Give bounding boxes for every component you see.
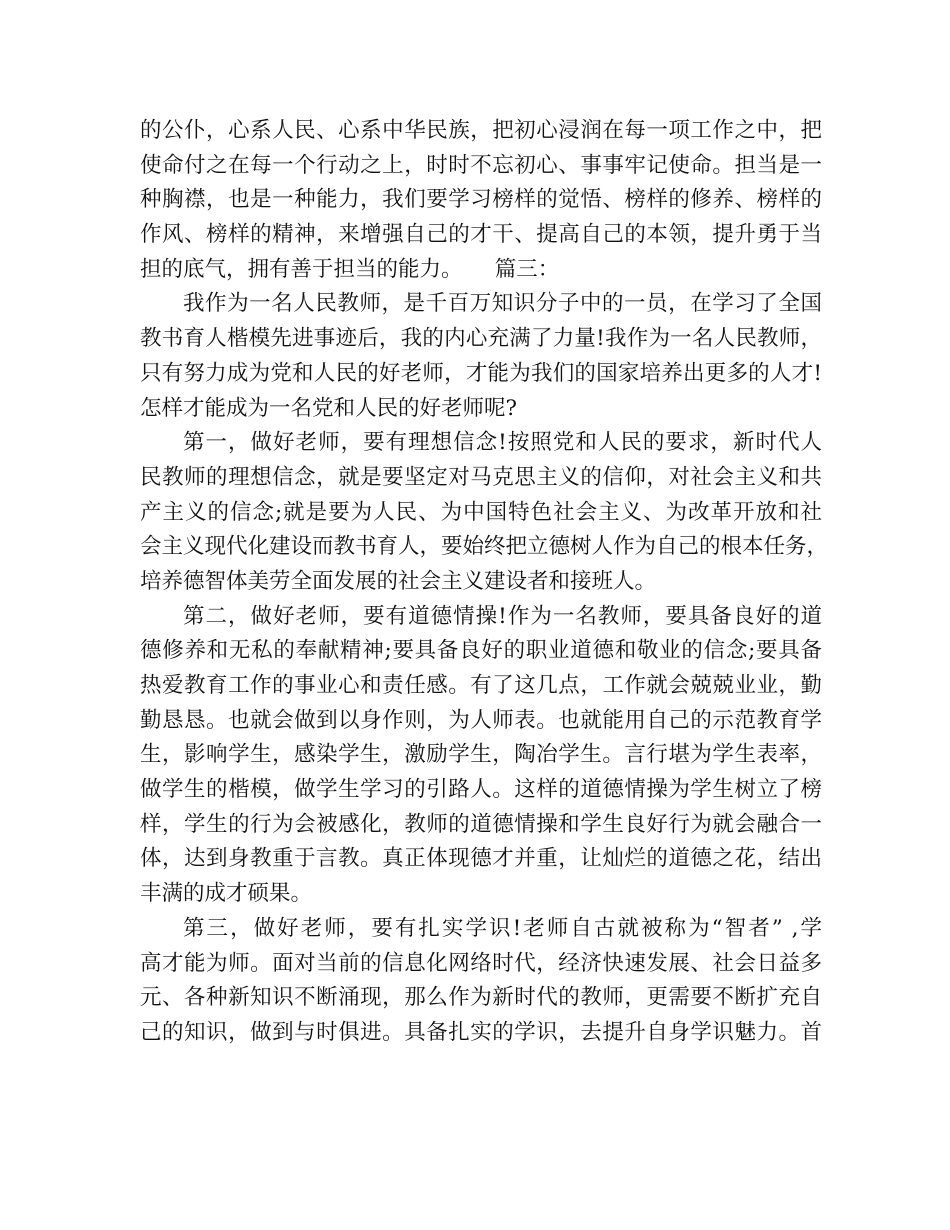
text-line: 担的底气，拥有善于担当的能力。 篇三：	[140, 256, 560, 282]
text-line: 只有努力成为党和人民的好老师，才能为我们的国家培养出更多的人才!	[140, 360, 822, 386]
paragraph-1	[140, 114, 822, 287]
text-line: 第三，做好老师，要有扎实学识!老师自古就被称为“智者” ,学	[183, 915, 822, 941]
text-line: 教书育人楷模先进事迹后，我的内心充满了力量!我作为一名人民教师，	[140, 326, 822, 352]
text-line: 元、各种新知识不断涌现，那么作为新时代的教师，更需要不断扩充自	[140, 985, 822, 1011]
text-line: 勤恳恳。也就会做到以身作则，为人师表。也就能用自己的示范教育学	[140, 707, 822, 733]
text-line: 种胸襟，也是一种能力，我们要学习榜样的觉悟、榜样的修养、榜样的	[140, 187, 822, 213]
paragraph-2	[140, 287, 822, 426]
text-line: 会主义现代化建设而教书育人，要始终把立德树人作为自己的根本任务，	[140, 534, 829, 560]
text-line: 热爱教育工作的事业心和责任感。有了这几点，工作就会兢兢业业，勤	[140, 673, 822, 698]
paragraph-5	[140, 912, 822, 1051]
text-line: 高才能为师。面对当前的信息化网络时代，经济快速发展、社会日益多	[140, 950, 822, 976]
text-line: 使命付之在每一个行动之上，时时不忘初心、事事牢记使命。担当是一	[140, 152, 822, 178]
text-line: 己的知识，做到与时俱进。具备扎实的学识，去提升自身学识魅力。首	[140, 1019, 822, 1045]
text-line: 做学生的楷模，做学生学习的引路人。这样的道德情操为学生树立了榜	[140, 777, 822, 803]
text-line: 作风、榜样的精神，来增强自己的才干、提高自己的本领，提升勇于当	[140, 222, 822, 248]
document-body	[140, 114, 829, 1051]
text-line: 产主义的信念;就是要为人民、为中国特色社会主义、为改革开放和社	[140, 499, 822, 525]
text-line: 丰满的成才硕果。	[140, 881, 313, 907]
text-line: 我作为一名人民教师，是千百万知识分子中的一员，在学习了全国	[183, 291, 822, 317]
text-line: 样，学生的行为会被感化，教师的道德情操和学生良好行为就会融合一	[140, 811, 822, 837]
text-line: 的公仆，心系人民、心系中华民族，把初心浸润在每一项工作之中，把	[140, 118, 822, 143]
text-line: 第二，做好老师，要有道德情操!作为一名教师，要具备良好的道	[183, 603, 822, 629]
paragraph-3	[140, 426, 829, 599]
text-line: 怎样才能成为一名党和人民的好老师呢?	[140, 395, 518, 421]
text-line: 德修养和无私的奉献精神;要具备良好的职业道德和敬业的信念;要具备	[140, 638, 822, 664]
text-line: 第一，做好老师，要有理想信念!按照党和人民的要求，新时代人	[183, 430, 822, 456]
text-line: 生，影响学生，感染学生，激励学生，陶冶学生。言行堪为学生表率，	[140, 742, 822, 768]
text-line: 民教师的理想信念，就是要坚定对马克思主义的信仰，对社会主义和共	[140, 464, 822, 490]
text-line: 体，达到身教重于言教。真正体现德才并重，让灿烂的道德之花，结出	[140, 846, 822, 872]
text-line: 培养德智体美劳全面发展的社会主义建设者和接班人。	[140, 568, 657, 594]
paragraph-4	[140, 600, 822, 912]
